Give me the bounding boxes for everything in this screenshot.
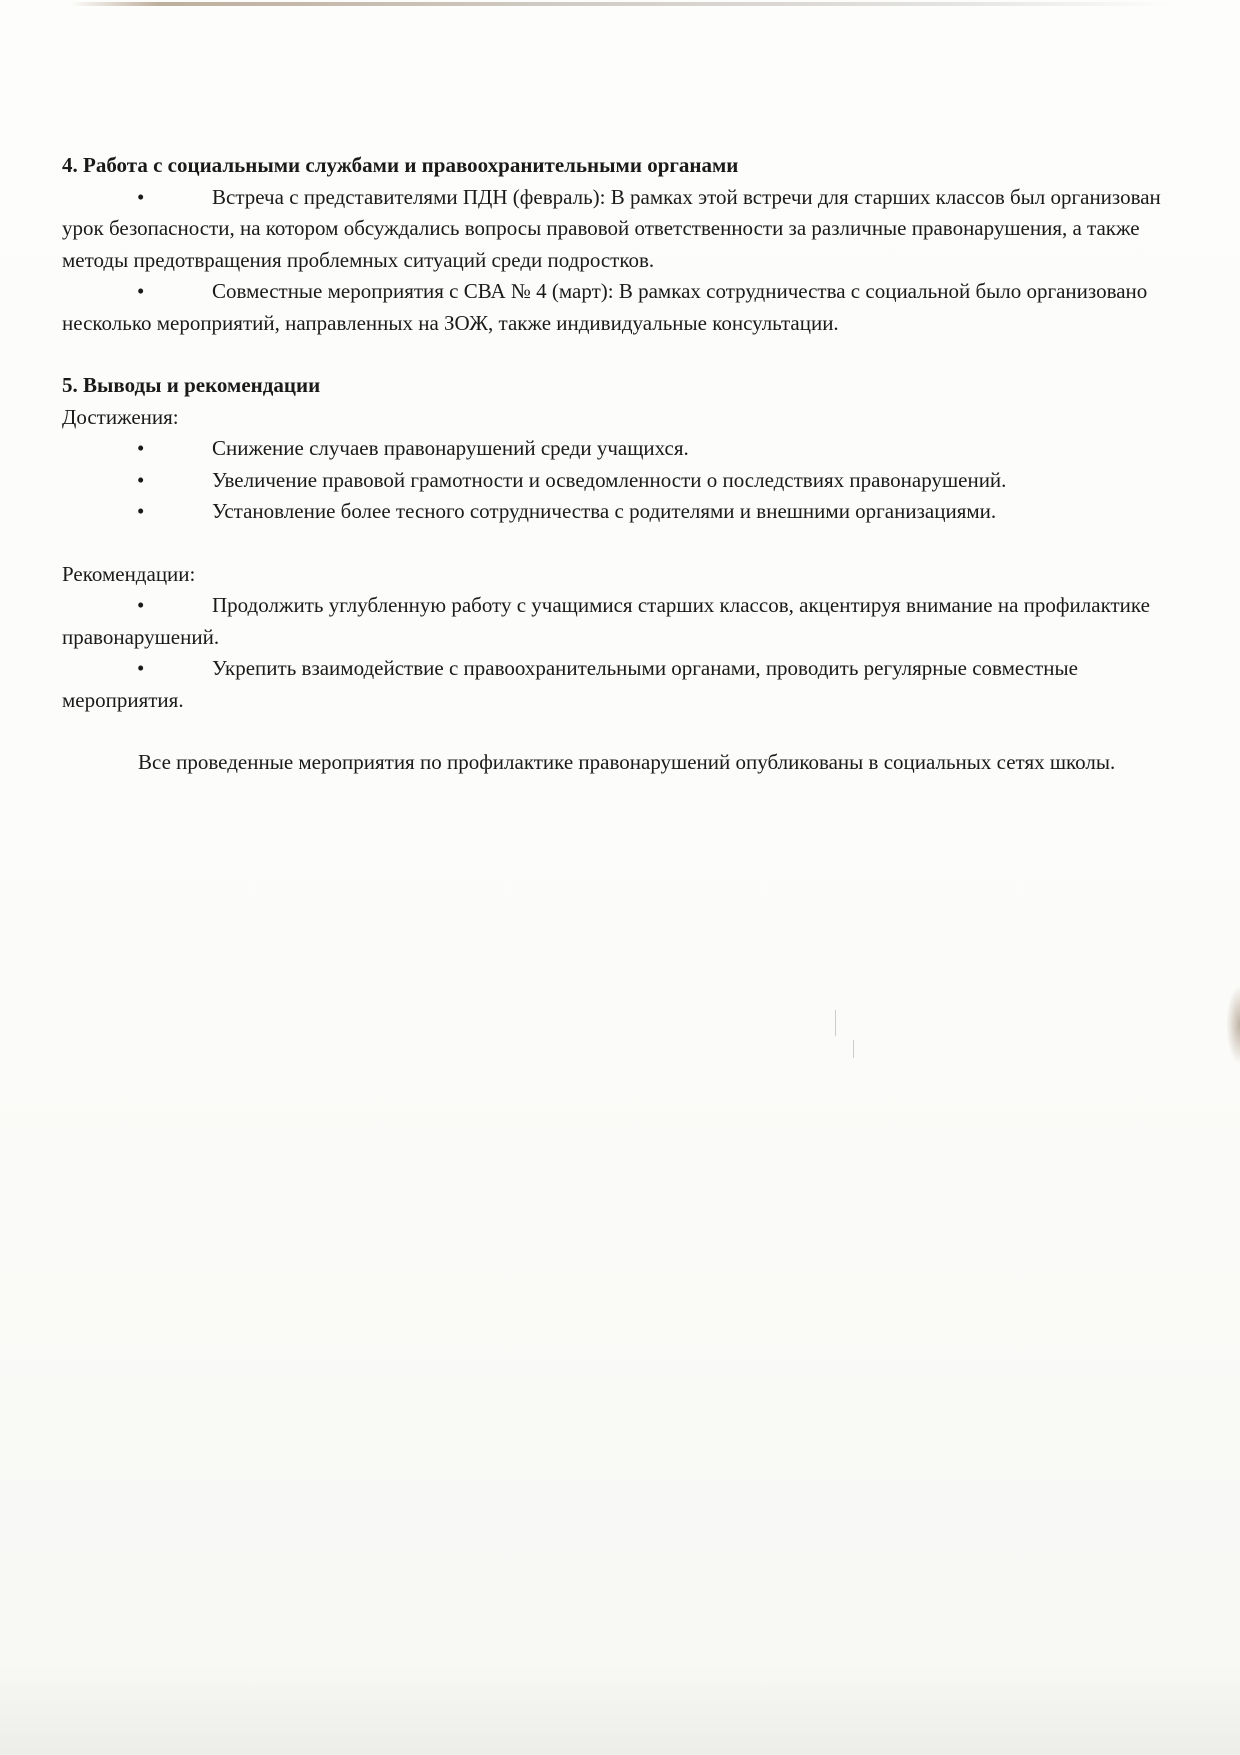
section-4-heading: 4. Работа с социальными службами и правоохранительными органами [62,153,739,177]
recommendations-label: Рекомендации: [62,561,196,586]
bullet-icon: • [137,593,145,617]
bullet-icon: • [137,499,145,523]
list-item [62,465,1162,497]
list-item-text: Установление более тесного сотрудничества с родителями и внешними организациями. [212,499,997,523]
list-item-text: Встреча с представителями ПДН (февраль): В рамках этой встречи для старших классов был организован урок безопасности, на котором обсуждались вопросы правовой ответственности за различные правонарушения, а также методы предотвращения проблемных ситуаций среди подростков. [62,184,1161,272]
section-5-heading: 5. Выводы и рекомендации [62,373,321,397]
bullet-icon: • [137,656,145,680]
spacer [62,339,1162,370]
list-item [62,276,1162,339]
paper-smudge [1226,985,1240,1065]
list-item-text: Увеличение правовой грамотности и осведомленности о последствиях правонарушений. [212,467,1007,492]
bullet-icon: • [137,467,145,492]
list-item [62,590,1162,653]
paper-bottom-shade [0,1665,1240,1755]
list-item [62,182,1162,277]
paper-scratch [853,1040,854,1058]
bullet-icon: • [137,436,145,460]
bullet-icon: • [137,279,145,303]
list-item-text: Совместные мероприятия с СВА № 4 (март): В рамках сотрудничества с социальной было организовано несколько мероприятий, направленных на ЗОЖ, также индивидуальные консультации. [62,279,1148,335]
spacer [62,716,1162,747]
spacer [62,528,1162,559]
bullet-icon: • [137,184,145,209]
list-item-text: Снижение случаев правонарушений среди учащихся. [212,436,689,460]
document-body [62,150,1162,779]
list-item [62,496,1162,528]
achievements-label: Достижения: [62,404,179,429]
closing-paragraph: Все проведенные мероприятия по профилактике правонарушений опубликованы в социальных сетях школы. [138,750,1116,774]
paper-scratch [835,1010,836,1036]
list-item [62,653,1162,716]
paper-top-edge [70,2,1170,6]
list-item-text: Укрепить взаимодействие с правоохранительными органами, проводить регулярные совместные мероприятия. [62,656,1078,712]
list-item [62,433,1162,465]
list-item-text: Продолжить углубленную работу с учащимися старших классов, акцентируя внимание на профилактике правонарушений. [62,593,1150,649]
